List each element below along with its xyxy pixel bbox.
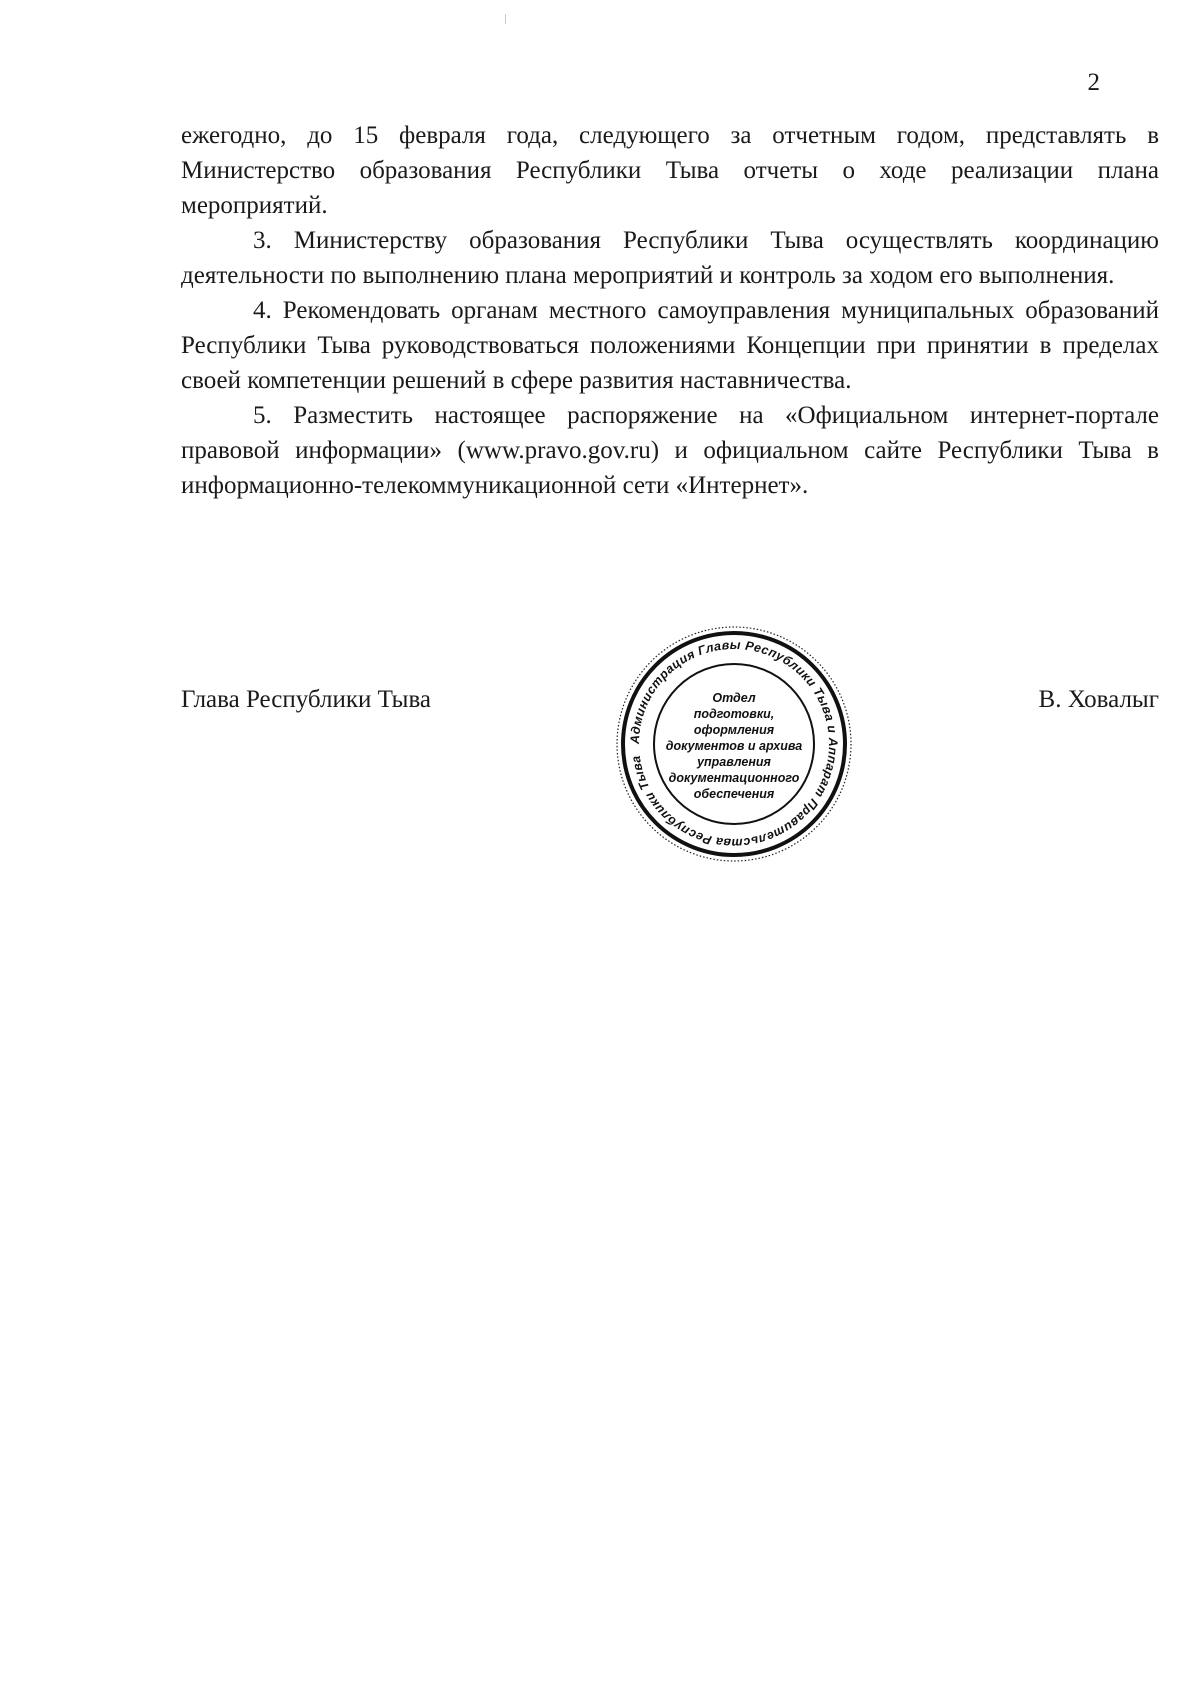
signatory-name: В. Ховалыг: [1038, 686, 1159, 713]
paragraph-4: 4. Рекомендовать органам местного самоуправления муниципальных образований Республики Тыва руководствоваться положениями Концепции при принятии в пределах своей компетенции решений в сфере развития наставничества.: [181, 297, 1159, 394]
signatory-title: Глава Республики Тыва: [181, 686, 432, 713]
paragraph-5: 5. Разместить настоящее распоряжение на «Официальном интернет-портале правовой информации» (www.pravo.gov.ru) и официальном сайте Республики Тыва в информационно-телекоммуникационной сети «Интернет».: [181, 402, 1159, 499]
seal-center-text: [666, 691, 803, 801]
svg-text:подготовки,: подготовки,: [693, 707, 775, 721]
official-seal: [614, 624, 854, 864]
seal-graphic: [614, 624, 854, 864]
paragraph-2-continuation: ежегодно, до 15 февраля года, следующего за отчетным годом, представлять в Министерство образования Республики Тыва отчеты о ходе реализации плана мероприятий.: [181, 122, 1159, 219]
svg-text:управления: управления: [697, 755, 771, 769]
page-number: 2: [1087, 69, 1100, 96]
svg-text:обеспечения: обеспечения: [693, 787, 775, 801]
svg-text:документов и архива: документов и архива: [665, 739, 803, 753]
seal-ring-text: Администрация Главы Республики Тыва и Аппарат Правительства Республики Тыва: [627, 637, 841, 851]
svg-text:документационного: документационного: [668, 771, 800, 785]
paragraph-3: 3. Министерству образования Республики Тыва осуществлять координацию деятельности по выполнению плана мероприятий и контроль за ходом его выполнения.: [181, 227, 1159, 289]
svg-text:Отдел: Отдел: [712, 691, 756, 705]
document-body: [181, 118, 1159, 503]
svg-text:оформления: оформления: [693, 723, 775, 737]
scan-artifact: [505, 14, 506, 24]
